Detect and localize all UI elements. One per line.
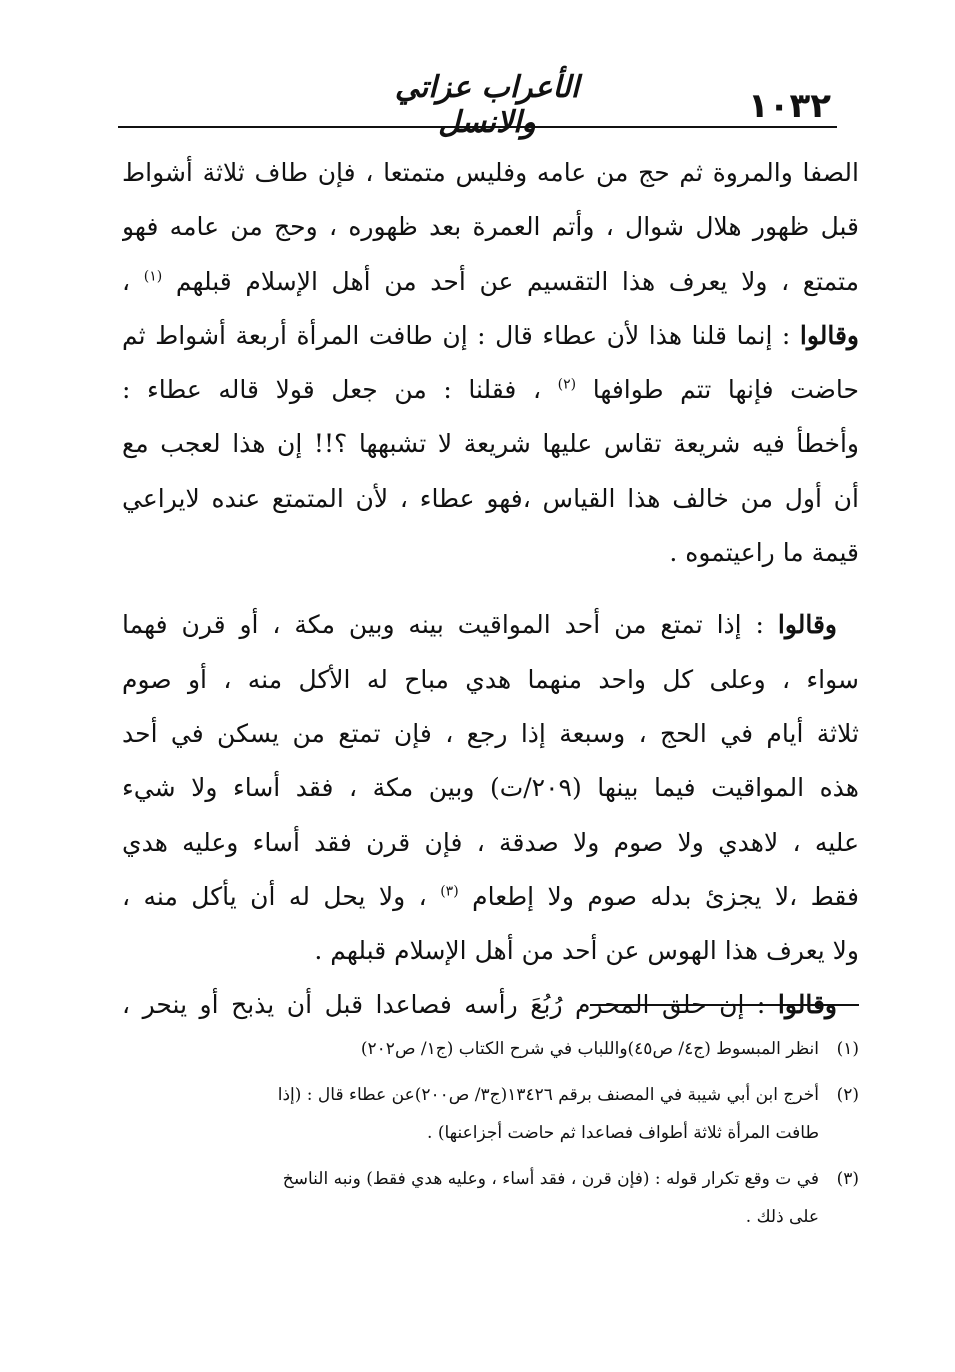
page-number: ١٠٣٢: [747, 86, 831, 126]
text-line: [122, 363, 859, 417]
footnote-text: على ذلك .: [745, 1207, 819, 1227]
text-segment: ، فقلنا : من جعل قولا قاله عطاء :: [122, 375, 542, 405]
text-segment: ، ولا يحل له أن يأكل منه ،: [122, 881, 427, 911]
footnote-1: [122, 1030, 859, 1068]
text-line: قيمة ما راعيتموه .: [669, 538, 859, 568]
text-line: قبل ظهور هلال شوال ، وأتم العمرة بعد ظهوره ، وحج من عامه فهو: [122, 212, 859, 242]
footnote-number: (١): [836, 1039, 859, 1059]
text-line: وأخطأ فيه شريعة تقاس عليها شريعة لا تشبهها ؟!! إن هذا لعجب مع: [122, 429, 859, 459]
footnote-text: طافت المرأة ثلاثة أطواف فصاعدا ثم حاضت أجزاعنها) .: [427, 1123, 819, 1143]
text-line: [122, 598, 859, 652]
footnote-text: في ت وقع تكرار قوله : (فإن قرن ، فقد أساء ، وعليه هدي فقط) ونبه الناسخ: [282, 1169, 819, 1189]
text-segment: : إنما قلنا هذا لأن عطاء قال : إن طافت المرأة أربعة أشواط ثم: [122, 320, 791, 350]
header-divider: [118, 126, 837, 128]
footnote-number: (٣): [836, 1169, 859, 1189]
footnotes-section: [122, 1030, 859, 1236]
keyword-qalu: وقالوا: [777, 990, 838, 1020]
book-title-calligraphy: الأعراب عزاتي والانسل: [394, 70, 580, 140]
paragraph-gap: [122, 580, 859, 598]
text-segment: متمتع ، ولا يعرف هذا التقسيم عن أحد من أهل الإسلام قبلهم: [175, 266, 859, 296]
text-segment: فقط ،لا يجزئ بدله صوم ولا إطعام: [472, 881, 859, 911]
text-line: عليه ، لاهدي ولا صوم ولا صدقة ، فإن قرن فقد أساء وعليه هدي: [122, 827, 859, 857]
footnote-2: [122, 1076, 859, 1152]
keyword-qalu: وقالوا: [799, 320, 859, 350]
keyword-qalu: وقالوا: [777, 610, 837, 640]
footnote-divider: [590, 1004, 859, 1006]
page-header: [118, 66, 837, 140]
text-line: [122, 870, 859, 924]
footnote-3: [122, 1160, 859, 1236]
text-line: هذه المواقيت فيما بينها (٢٠٩/ت) وبين مكة ، فقد أساء ولا شيء: [122, 773, 859, 803]
footnote-ref-3: (٣): [440, 883, 459, 900]
footnote-gap: [122, 1152, 859, 1160]
footnote-ref-1: (١): [143, 268, 163, 285]
text-segment: : إذا تمتع من أحد المواقيت بينه وبين مكة ، أو قرن فهما: [122, 610, 764, 640]
text-segment: ،: [122, 266, 131, 296]
footnote-ref-2: (٢): [557, 376, 577, 393]
footnote-text: أخرج ابن أبي شيبة في المصنف برقم ١٣٤٢٦(ج٣/ ص٢٠٠)عن عطاء قال : (إذا: [277, 1085, 819, 1105]
footnote-number: (٢): [836, 1085, 859, 1105]
text-segment: : إن حلق المحرم رُبُعَ رأسه فصاعدا قبل أن يذبح أو ينحر ،: [122, 990, 766, 1020]
text-line: سواء ، وعلى كل واحد منهما هدي مباح له الأكل منه ، أو صوم: [122, 664, 859, 694]
footnote-gap: [122, 1068, 859, 1076]
text-line: ولا يعرف هذا الهوس عن أحد من أهل الإسلام قبلهم .: [314, 936, 859, 966]
text-line: [122, 255, 859, 309]
text-line: الصفا والمروة ثم حج من عامه وفليس متمتعا ، فإن طاف ثلاثة أشواط: [122, 158, 859, 187]
footnote-text: انظر المبسوط (ج٤/ ص٤٥)واللباب في شرح الكتاب (ج١/ ص٢٠٢): [360, 1039, 819, 1059]
main-text: [122, 146, 859, 1033]
text-line: ثلاثة أيام في الحج ، وسبعة إذا رجع ، فإن تمتع من يسكن في أحد: [122, 718, 859, 748]
text-line: أن أول من خالف هذا القياس ،فهو عطاء ، لأن المتمتع عنده لايراعي: [122, 483, 859, 513]
text-line: [122, 309, 859, 363]
text-segment: حاضت فإنها تتم طوافها: [592, 375, 859, 405]
